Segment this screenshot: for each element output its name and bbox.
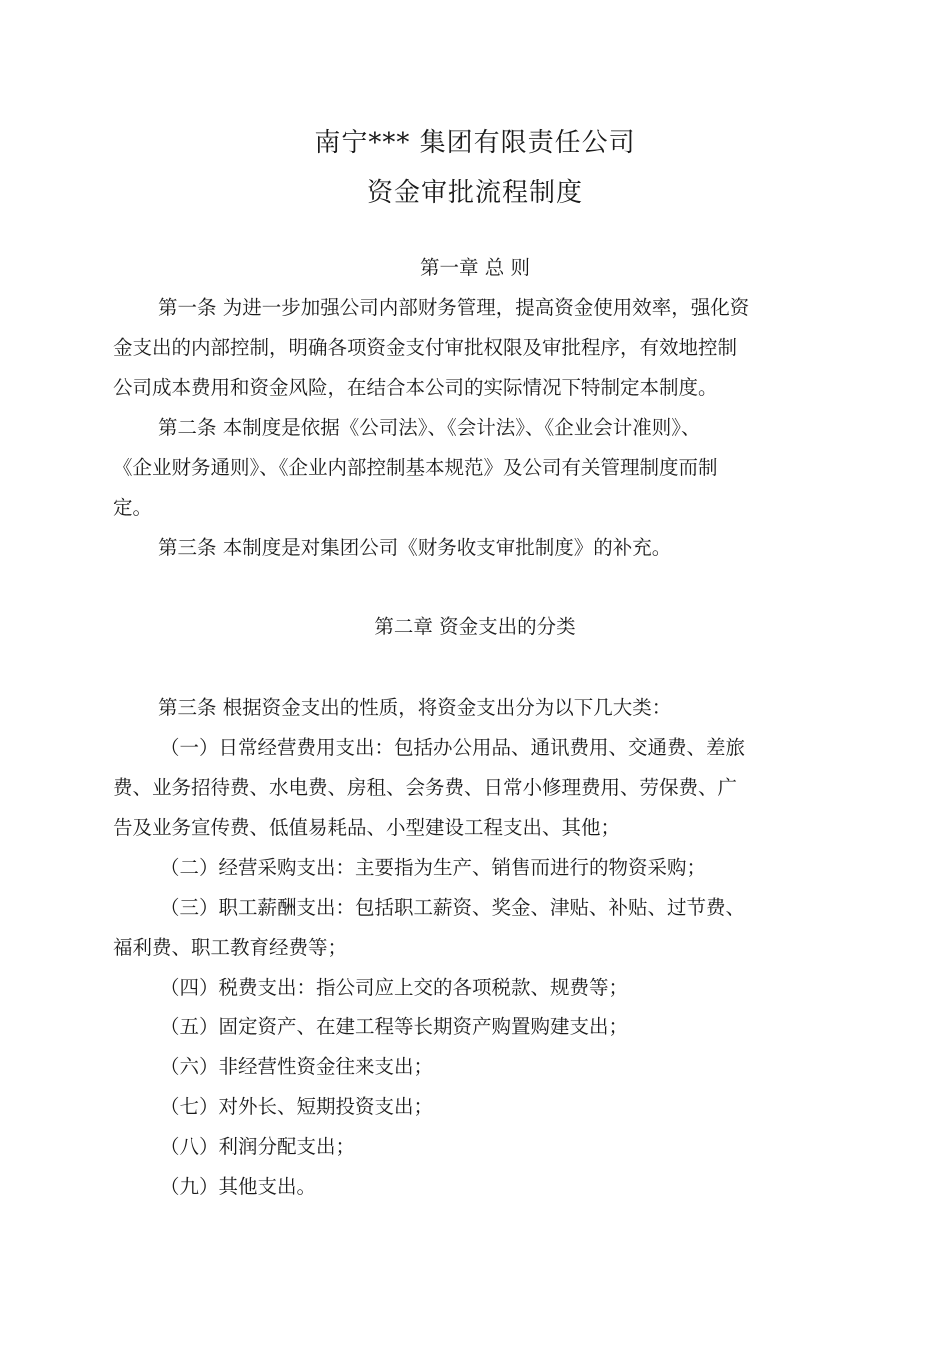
item-3-line-1: （三）职工薪酬支出：包括职工薪资、奖金、津贴、补贴、过节费、 [160, 896, 746, 919]
chapter-2-heading: 第二章 资金支出的分类 [374, 615, 576, 638]
item-8: （八）利润分配支出； [160, 1135, 356, 1158]
item-6: （六）非经营性资金往来支出； [160, 1055, 434, 1078]
item-1-line-3: 告及业务宣传费、低值易耗品、小型建设工程支出、其他； [113, 816, 621, 839]
chapter-1-heading: 第一章 总 则 [420, 256, 530, 279]
article-3-line-1: 第三条 本制度是对集团公司《财务收支审批制度》的补充。 [158, 536, 672, 559]
article-1-line-3: 公司成本费用和资金风险，在结合本公司的实际情况下特制定本制度。 [113, 376, 718, 399]
chapter-2-intro: 第三条 根据资金支出的性质，将资金支出分为以下几大类： [158, 696, 672, 719]
item-7: （七）对外长、短期投资支出； [160, 1095, 434, 1118]
item-2: （二）经营采购支出：主要指为生产、销售而进行的物资采购； [160, 856, 707, 879]
document-title-company: 南宁*** 集团有限责任公司 [314, 128, 636, 158]
item-9: （九）其他支出。 [160, 1175, 317, 1198]
article-1-line-1: 第一条 为进一步加强公司内部财务管理，提高资金使用效率，强化资 [158, 296, 750, 319]
article-1-line-2: 金支出的内部控制，明确各项资金支付审批权限及审批程序，有效地控制 [113, 336, 738, 359]
article-2-line-3: 定。 [113, 496, 153, 519]
article-2-line-1: 第二条 本制度是依据《公司法》、《会计法》、《企业会计准则》、 [158, 416, 701, 439]
article-2-line-2: 《企业财务通则》、《企业内部控制基本规范》及公司有关管理制度而制 [113, 456, 718, 479]
item-5: （五）固定资产、在建工程等长期资产购置购建支出； [160, 1015, 629, 1038]
item-1-line-1: （一）日常经营费用支出：包括办公用品、通讯费用、交通费、差旅 [160, 736, 746, 759]
item-3-line-2: 福利费、职工教育经费等； [113, 936, 348, 959]
item-4: （四）税费支出：指公司应上交的各项税款、规费等； [160, 976, 629, 999]
item-1-line-2: 费、业务招待费、水电费、房租、会务费、日常小修理费用、劳保费、广 [113, 776, 738, 799]
document-title-regulation: 资金审批流程制度 [366, 178, 583, 208]
